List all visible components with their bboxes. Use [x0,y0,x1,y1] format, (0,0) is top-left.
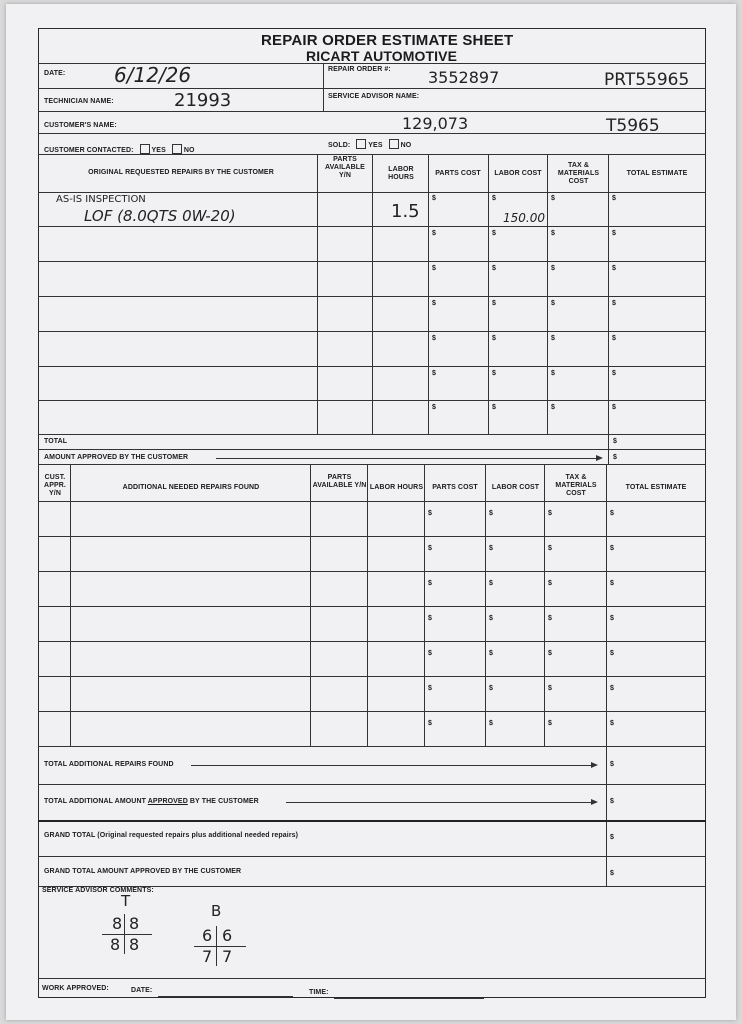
t2-currency-symbol: $ [489,685,493,692]
sold-field [328,139,411,149]
t1-currency-symbol: $ [432,335,436,342]
t2-currency-symbol: $ [428,580,432,587]
labor-hours-value: 1.5 [391,201,420,222]
work-approved-label: WORK APPROVED: [42,985,109,992]
t1-header-labor-hours: LABOR HOURS [388,166,414,181]
tire-b-rr: 7 [222,947,233,966]
t2-currency-symbol: $ [428,545,432,552]
repair-order-label: REPAIR ORDER #: [328,66,391,73]
t1-currency-symbol: $ [612,404,616,411]
t2-header-total: TOTAL ESTIMATE [625,484,687,491]
t2-currency-symbol: $ [610,720,614,727]
total-additional-approved-currency: $ [610,798,614,805]
customer-contacted-label: CUSTOMER CONTACTED: [44,147,134,154]
total-additional-currency: $ [610,761,614,768]
repair-line-1: AS-IS INSPECTION [56,194,146,205]
t1-approved-currency: $ [613,454,617,461]
grand-total-approved-label: GRAND TOTAL AMOUNT APPROVED BY THE CUSTOMER [44,868,242,875]
contacted-yes-label: YES [151,147,166,154]
t2-currency-symbol: $ [548,510,552,517]
mileage-value: 129,073 [402,114,469,133]
t2-currency-symbol: $ [428,650,432,657]
t1-currency-symbol: $ [551,404,555,411]
t2-header-cust-appr: CUST. APPR. Y/N [44,474,66,497]
t1-currency-symbol: $ [612,195,616,202]
t1-currency-symbol: $ [492,195,496,202]
t1-currency-symbol: $ [492,335,496,342]
tire-b-label: B [211,902,222,920]
tire-t-label: T [121,892,131,910]
sold-label: SOLD: [328,142,351,149]
t2-currency-symbol: $ [489,545,493,552]
sold-yes-label: YES [368,142,383,149]
t2-currency-symbol: $ [548,615,552,622]
customer-label: CUSTOMER'S NAME: [44,122,117,129]
t1-currency-symbol: $ [492,230,496,237]
approved-label-underlined: APPROVED [147,798,188,805]
tire-t-lf: 8 [112,914,123,933]
repair-order-value: 3552897 [428,68,500,87]
estimate-sheet [6,4,736,1020]
t1-currency-symbol: $ [492,404,496,411]
t2-currency-symbol: $ [610,580,614,587]
t1-currency-symbol: $ [432,265,436,272]
t1-currency-symbol: $ [612,230,616,237]
contacted-no-checkbox[interactable] [172,144,182,154]
form-title: REPAIR ORDER ESTIMATE SHEET [261,32,514,49]
tag-value: T5965 [606,116,660,136]
labor-cost-value: 150.00 [503,211,545,225]
total-additional-label: TOTAL ADDITIONAL REPAIRS FOUND [44,761,174,768]
total-additional-approved-label [44,798,259,805]
repair-line-2: LOF (8.0QTS 0W-20) [84,207,236,225]
t1-currency-symbol: $ [551,370,555,377]
t2-currency-symbol: $ [548,580,552,587]
t1-currency-symbol: $ [432,195,436,202]
tire-t-rf: 8 [129,914,140,933]
t1-header-parts-cost: PARTS COST [435,170,481,177]
tire-b-rf: 6 [222,926,233,945]
t2-currency-symbol: $ [610,510,614,517]
tire-t-rr: 8 [129,935,140,954]
t2-currency-symbol: $ [489,720,493,727]
t2-currency-symbol: $ [489,510,493,517]
t2-header-labor-cost: LABOR COST [491,484,540,491]
t1-header-parts-avail: PARTS AVAILABLE Y/N [325,156,365,179]
t2-currency-symbol: $ [610,545,614,552]
footer-time-line[interactable] [334,998,484,999]
technician-value: 21993 [174,90,232,111]
tire-depth-b [194,924,246,968]
t2-currency-symbol: $ [548,650,552,657]
date-label: DATE: [44,70,66,77]
t2-currency-symbol: $ [548,685,552,692]
t2-header-labor-hours: LABOR HOURS [369,484,424,491]
t2-currency-symbol: $ [610,685,614,692]
t1-currency-symbol: $ [492,265,496,272]
tire-b-lr: 7 [202,947,213,966]
ro-code: PRT55965 [604,70,690,90]
grand-total-currency: $ [610,834,614,841]
total-additional-arrow [191,765,596,766]
t1-approved-arrow [216,458,601,459]
t2-header-desc: ADDITIONAL NEEDED REPAIRS FOUND [122,484,260,491]
contacted-yes-checkbox[interactable] [140,144,150,154]
t2-currency-symbol: $ [428,510,432,517]
company-name: RICART AUTOMOTIVE [306,48,458,64]
t1-currency-symbol: $ [612,335,616,342]
t1-currency-symbol: $ [492,370,496,377]
tire-b-lf: 6 [202,926,213,945]
service-advisor-label: SERVICE ADVISOR NAME: [328,93,420,100]
t1-header-labor-cost: LABOR COST [494,170,542,177]
t2-header-parts-cost: PARTS COST [432,484,478,491]
t2-currency-symbol: $ [489,580,493,587]
sold-no-label: NO [400,142,412,149]
t1-currency-symbol: $ [612,300,616,307]
t1-total-label: TOTAL [44,438,68,445]
tire-depth-t [102,912,154,956]
approved-label-part1: TOTAL ADDITIONAL AMOUNT [44,798,148,805]
t2-currency-symbol: $ [428,720,432,727]
footer-date-label: DATE: [131,987,153,994]
t1-header-tax: TAX & MATERIALS COST [557,162,600,185]
grand-total-label: GRAND TOTAL (Original requested repairs plus additional needed repairs) [44,832,299,839]
comments-label: SERVICE ADVISOR COMMENTS: [42,887,154,894]
t2-currency-symbol: $ [548,720,552,727]
t1-total-currency: $ [613,438,617,445]
t1-currency-symbol: $ [432,300,436,307]
footer-date-line[interactable] [158,996,293,997]
t1-currency-symbol: $ [551,265,555,272]
t1-currency-symbol: $ [492,300,496,307]
sold-no-checkbox[interactable] [389,139,399,149]
t2-currency-symbol: $ [428,685,432,692]
grand-total-approved-currency: $ [610,870,614,877]
technician-label: TECHNICIAN NAME: [44,98,114,105]
contacted-no-label: NO [183,147,195,154]
t1-currency-symbol: $ [612,370,616,377]
t2-header-parts-avail: PARTS AVAILABLE Y/N [312,474,367,489]
t2-currency-symbol: $ [610,650,614,657]
t2-currency-symbol: $ [489,650,493,657]
date-value: 6/12/26 [114,63,192,87]
t1-currency-symbol: $ [612,265,616,272]
t2-currency-symbol: $ [428,615,432,622]
footer-time-label: TIME: [309,989,329,996]
t1-currency-symbol: $ [551,195,555,202]
t1-currency-symbol: $ [551,300,555,307]
sold-yes-checkbox[interactable] [356,139,366,149]
t2-currency-symbol: $ [610,615,614,622]
customer-contacted [44,144,195,154]
t2-currency-symbol: $ [489,615,493,622]
t2-header-tax: TAX & MATERIALS COST [555,474,597,497]
approved-label-part2: BY THE CUSTOMER [187,798,259,805]
t1-currency-symbol: $ [551,335,555,342]
t1-currency-symbol: $ [432,370,436,377]
t1-currency-symbol: $ [432,230,436,237]
t1-currency-symbol: $ [551,230,555,237]
t1-approved-label: AMOUNT APPROVED BY THE CUSTOMER [44,454,189,461]
t1-header-desc: ORIGINAL REQUESTED REPAIRS BY THE CUSTOMER [88,169,274,176]
t1-header-total: TOTAL ESTIMATE [626,170,688,177]
total-additional-approved-arrow [286,802,596,803]
tire-t-lr: 8 [110,935,121,954]
t1-currency-symbol: $ [432,404,436,411]
t2-currency-symbol: $ [548,545,552,552]
